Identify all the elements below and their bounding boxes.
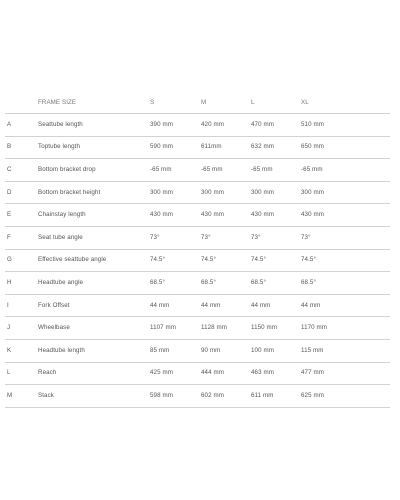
value-xl: 510 mm [301, 120, 324, 128]
value-l: 74.5° [251, 256, 267, 264]
value-xl: 1170 mm [301, 324, 328, 332]
value-xl: 44 mm [301, 301, 321, 309]
value-s: 68.5° [150, 278, 166, 286]
value-xl: 650 mm [301, 143, 324, 151]
value-l: 68.5° [251, 278, 267, 286]
value-s: 430 mm [150, 211, 173, 219]
value-l: 1150 mm [251, 324, 278, 332]
value-xl: 477 mm [301, 369, 324, 377]
size-header-xl: XL [301, 98, 309, 106]
row-letter: F [7, 233, 11, 241]
value-s: 85 mm [150, 346, 170, 354]
value-s: 598 mm [150, 391, 173, 399]
table-row [5, 227, 390, 250]
row-name: Toptube length [38, 143, 80, 151]
row-name: Headtube angle [38, 278, 84, 286]
table-row [5, 182, 390, 205]
value-l: 632 mm [251, 143, 274, 151]
row-letter: B [7, 143, 12, 151]
row-letter: K [7, 346, 12, 354]
row-name: Seat tube angle [38, 233, 83, 241]
row-letter: D [7, 188, 12, 196]
size-header-l: L [251, 98, 255, 106]
value-xl: 300 mm [301, 188, 324, 196]
size-header-s: S [150, 98, 155, 106]
value-xl: 73° [301, 233, 311, 241]
value-m: 611mm [201, 143, 222, 151]
value-m: 444 mm [201, 369, 224, 377]
row-name: Wheelbase [38, 324, 70, 332]
table-row [5, 317, 390, 340]
value-xl: 74.5° [301, 256, 317, 264]
table-row [5, 340, 390, 363]
value-m: 90 mm [201, 346, 221, 354]
row-letter: I [7, 301, 9, 309]
value-l: 611 mm [251, 391, 274, 399]
table-row [5, 204, 390, 227]
row-name: Bottom bracket drop [38, 165, 96, 173]
value-xl: 68.5° [301, 278, 317, 286]
value-s: -65 mm [150, 165, 172, 173]
row-letter: J [7, 324, 11, 332]
value-l: 100 mm [251, 346, 274, 354]
value-l: -65 mm [251, 165, 273, 173]
row-name: Effective seattube angle [38, 256, 107, 264]
value-xl: -65 mm [301, 165, 323, 173]
row-letter: E [7, 211, 12, 219]
table-row [5, 114, 390, 137]
value-s: 1107 mm [150, 324, 177, 332]
value-l: 44 mm [251, 301, 271, 309]
row-letter: C [7, 165, 12, 173]
row-letter: G [7, 256, 12, 264]
value-s: 390 mm [150, 120, 173, 128]
row-letter: A [7, 120, 12, 128]
row-name: Reach [38, 369, 57, 377]
value-m: -65 mm [201, 165, 223, 173]
row-letter: L [7, 369, 11, 377]
row-name: Stack [38, 391, 54, 399]
value-m: 44 mm [201, 301, 221, 309]
value-l: 300 mm [251, 188, 274, 196]
table-row [5, 295, 390, 318]
value-m: 430 mm [201, 211, 224, 219]
row-name: Fork Offset [38, 301, 70, 309]
value-m: 1128 mm [201, 324, 228, 332]
row-name: Chainstay length [38, 211, 86, 219]
row-name: Seattube length [38, 120, 83, 128]
value-s: 425 mm [150, 369, 173, 377]
value-xl: 115 mm [301, 346, 324, 354]
value-m: 73° [201, 233, 211, 241]
value-s: 44 mm [150, 301, 170, 309]
value-s: 300 mm [150, 188, 173, 196]
row-name: Bottom bracket height [38, 188, 101, 196]
value-m: 420 mm [201, 120, 224, 128]
value-s: 590 mm [150, 143, 173, 151]
value-xl: 625 mm [301, 391, 324, 399]
frame-size-header: FRAME SIZE [38, 98, 77, 106]
value-l: 470 mm [251, 120, 274, 128]
table-row [5, 159, 390, 182]
row-letter: H [7, 278, 12, 286]
value-l: 463 mm [251, 369, 274, 377]
value-m: 300 mm [201, 188, 224, 196]
table-row [5, 250, 390, 273]
value-s: 74.5° [150, 256, 166, 264]
table-row [5, 363, 390, 386]
value-s: 73° [150, 233, 160, 241]
table-header-row [5, 92, 390, 114]
table-row [5, 385, 390, 408]
value-xl: 430 mm [301, 211, 324, 219]
row-name: Headtube length [38, 346, 85, 354]
geometry-table [5, 92, 390, 408]
row-letter: M [7, 391, 13, 399]
size-header-m: M [201, 98, 207, 106]
table-row [5, 272, 390, 295]
value-l: 73° [251, 233, 261, 241]
table-row [5, 137, 390, 160]
value-l: 430 mm [251, 211, 274, 219]
value-m: 74.5° [201, 256, 217, 264]
value-m: 68.5° [201, 278, 217, 286]
value-m: 602 mm [201, 391, 224, 399]
